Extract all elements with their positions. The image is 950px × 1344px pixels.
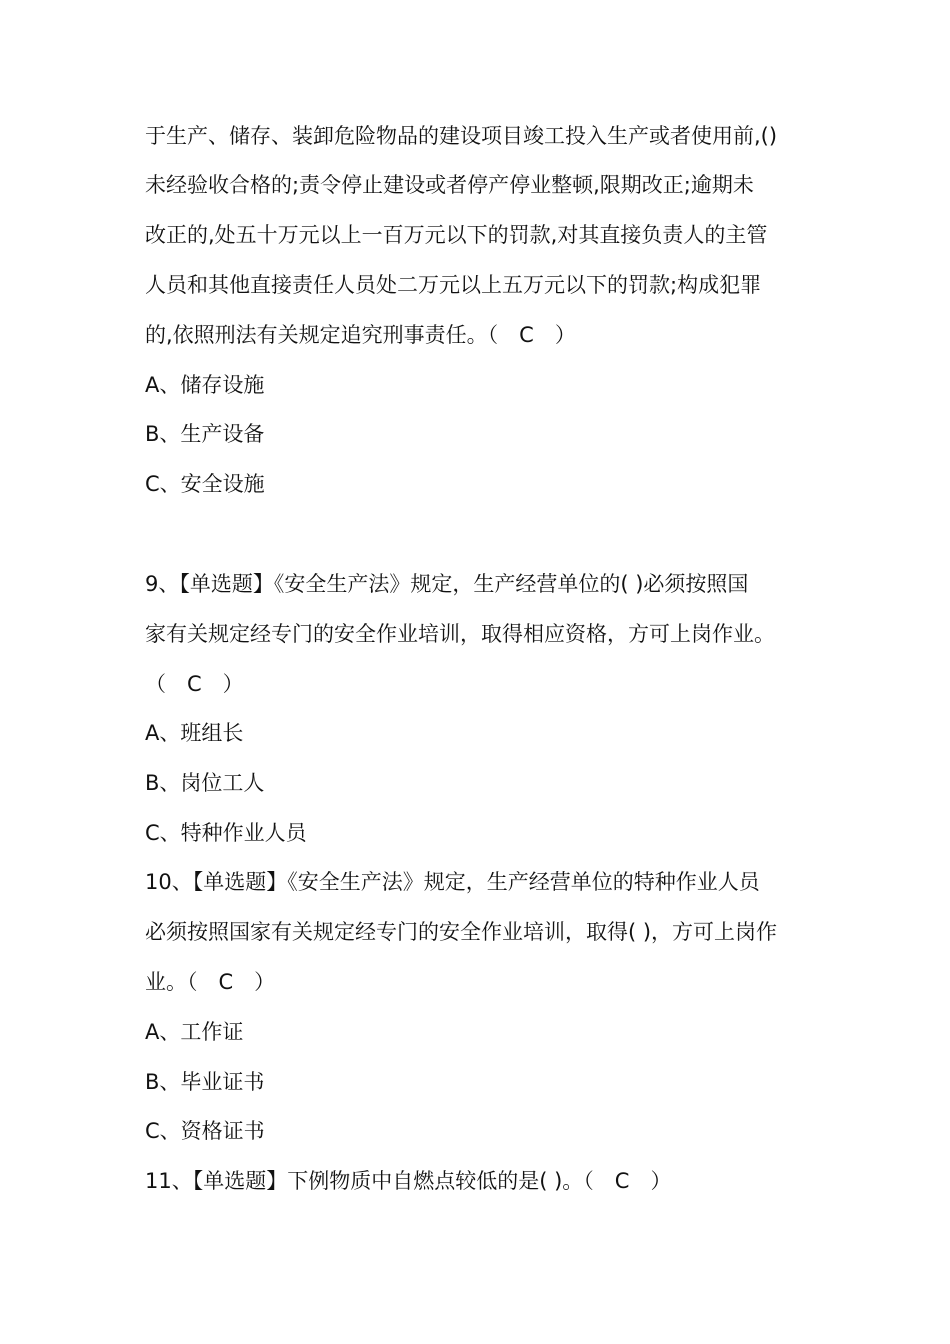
question-9-line-2: 家有关规定经专门的安全作业培训，取得相应资格，方可上岗作业。	[145, 622, 775, 646]
question-8-option-a: A、储存设施	[145, 373, 265, 397]
question-8-option-b: B、生产设备	[145, 422, 265, 446]
question-10-option-b: B、毕业证书	[145, 1070, 265, 1094]
question-8-line-5: 的,依照刑法有关规定追究刑事责任。（ C ）	[145, 323, 576, 347]
question-9-line-1: 9、【单选题】《安全生产法》规定，生产经营单位的( )必须按照国	[145, 572, 749, 596]
question-10-line-3: 业。（ C ）	[145, 970, 276, 994]
question-8-option-c: C、安全设施	[145, 472, 265, 496]
question-10-line-2: 必须按照国家有关规定经专门的安全作业培训，取得( )，方可上岗作	[145, 920, 778, 944]
question-10-option-c: C、资格证书	[145, 1119, 265, 1143]
question-8-line-4: 人员和其他直接责任人员处二万元以上五万元以下的罚款;构成犯罪	[145, 273, 762, 297]
question-10-line-1: 10、【单选题】《安全生产法》规定，生产经营单位的特种作业人员	[145, 870, 760, 894]
question-9-option-c: C、特种作业人员	[145, 821, 307, 845]
question-9-option-b: B、岗位工人	[145, 771, 265, 795]
question-9-option-a: A、班组长	[145, 721, 244, 745]
question-11-line-1: 11、【单选题】下例物质中自燃点较低的是( )。（ C ）	[145, 1169, 672, 1193]
question-8-line-3: 改正的,处五十万元以上一百万元以下的罚款,对其直接负责人的主管	[145, 223, 768, 247]
question-8-line-2: 未经验收合格的;责令停止建设或者停产停业整顿,限期改正;逾期未	[145, 173, 754, 197]
question-9-answer: （ C ）	[145, 672, 244, 696]
question-10-option-a: A、工作证	[145, 1020, 244, 1044]
question-8-line-1: 于生产、储存、装卸危险物品的建设项目竣工投入生产或者使用前,()	[145, 124, 778, 148]
